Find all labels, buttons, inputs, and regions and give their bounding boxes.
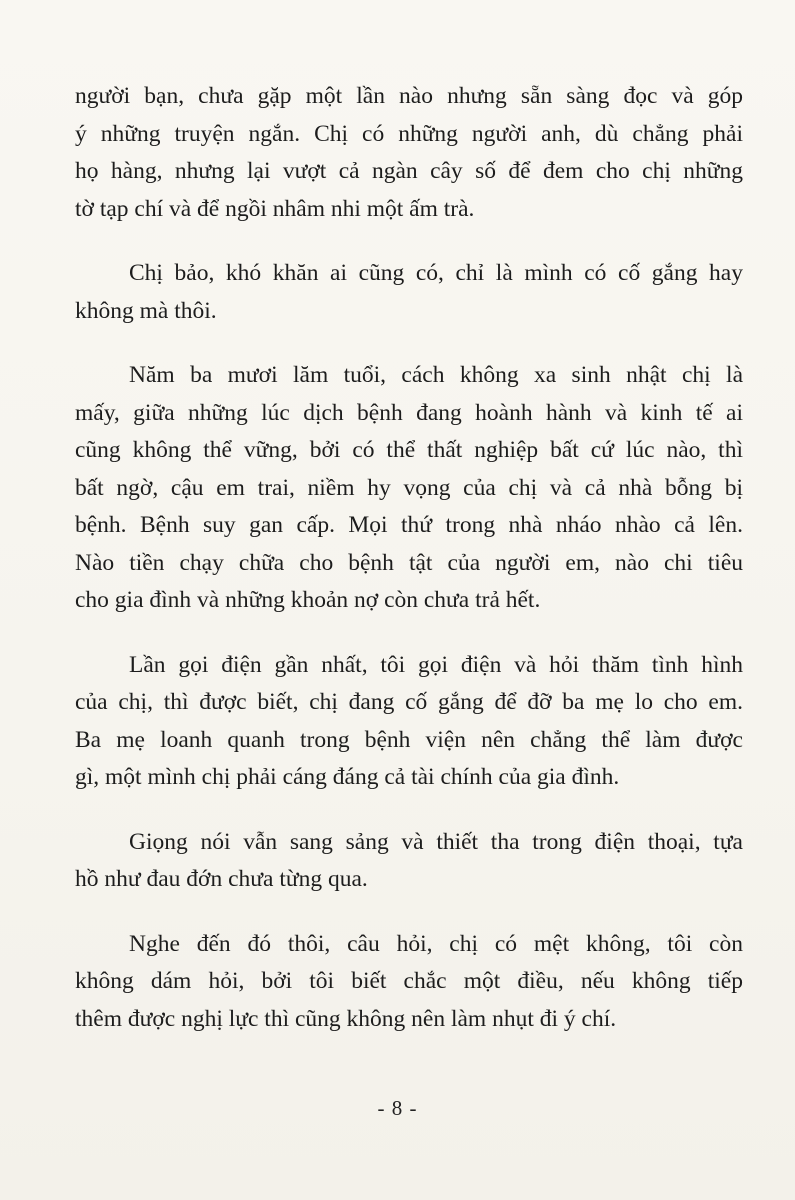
text-line: ý những truyện ngắn. Chị có những người anh, dù chẳng phải (75, 120, 743, 147)
page-number: - 8 - (377, 1096, 418, 1120)
text-line: tờ tạp chí và để ngồi nhâm nhi một ấm trà. (75, 195, 475, 222)
text-line: bất ngờ, cậu em trai, niềm hy vọng của chị và cả nhà bỗng bị (75, 474, 743, 501)
paragraph-6 (75, 926, 743, 1039)
text-line: Nghe đến đó thôi, câu hỏi, chị có mệt không, tôi còn (129, 930, 743, 957)
text-line: Chị bảo, khó khăn ai cũng có, chỉ là mình có cố gắng hay (129, 260, 743, 286)
text-line: không mà thôi. (75, 297, 217, 324)
text-line: mấy, giữa những lúc dịch bệnh đang hoành hành và kinh tế ai (75, 399, 743, 426)
text-line: gì, một mình chị phải cáng đáng cả tài chính của gia đình. (75, 764, 620, 790)
text-line: Nào tiền chạy chữa cho bệnh tật của người em, nào chi tiêu (75, 549, 743, 576)
text-line: cho gia đình và những khoản nợ còn chưa trả hết. (75, 587, 541, 613)
paragraph-4 (75, 647, 743, 797)
text-line: Giọng nói vẫn sang sảng và thiết tha trong điện thoại, tựa (129, 828, 743, 855)
text-line: thêm được nghị lực thì cũng không nên làm nhụt đi ý chí. (75, 1005, 617, 1032)
paragraph-2 (75, 255, 743, 330)
text-line: bệnh. Bệnh suy gan cấp. Mọi thứ trong nhà nháo nhào cả lên. (75, 512, 743, 538)
text-line: người bạn, chưa gặp một lần nào nhưng sẵn sàng đọc và góp (75, 83, 743, 109)
text-line: họ hàng, nhưng lại vượt cả ngàn cây số để đem cho chị những (75, 158, 743, 184)
paragraph-5 (75, 824, 743, 899)
body-text (75, 78, 743, 1065)
text-line: Năm ba mươi lăm tuổi, cách không xa sinh nhật chị là (129, 362, 743, 388)
paragraph-1 (75, 78, 743, 228)
text-line: cũng không thể vững, bởi có thể thất nghiệp bất cứ lúc nào, thì (75, 437, 743, 463)
paragraph-3 (75, 357, 743, 620)
text-line: của chị, thì được biết, chị đang cố gắng để đỡ ba mẹ lo cho em. (75, 689, 743, 715)
text-line: Ba mẹ loanh quanh trong bệnh viện nên chẳng thể làm được (75, 726, 743, 753)
text-line: Lần gọi điện gần nhất, tôi gọi điện và hỏi thăm tình hình (129, 651, 743, 678)
text-line: không dám hỏi, bởi tôi biết chắc một điều, nếu không tiếp (75, 968, 743, 994)
text-line: hồ như đau đớn chưa từng qua. (75, 866, 368, 892)
